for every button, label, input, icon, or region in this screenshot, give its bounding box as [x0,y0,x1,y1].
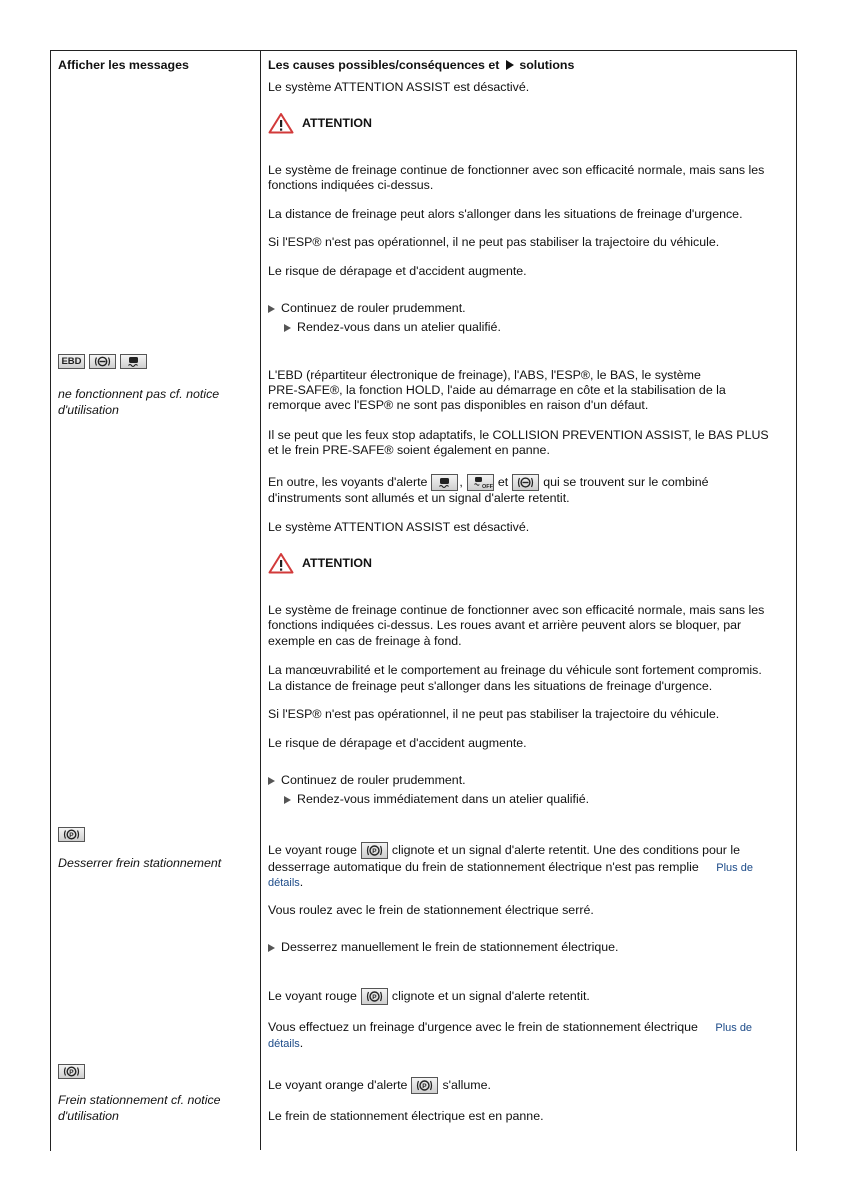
paragraph: Il se peut que les feux stop adaptatifs, le COLLISION PREVENTION ASSIST, le BAS PLUS [268,428,769,442]
paragraph: détails. [268,1036,304,1050]
paragraph: La distance de freinage peut alors s'allonger dans les situations de freinage d'urgence. [268,207,743,221]
paragraph: Le frein de stationnement électrique est en panne. [268,1109,544,1123]
parking-brake-icon [58,827,85,842]
paragraph: Le risque de dérapage et d'accident augmente. [268,736,527,750]
message-label: Frein stationnement cf. notice [58,1093,221,1107]
paragraph: Le risque de dérapage et d'accident augmente. [268,264,527,278]
paragraph: Si l'ESP® n'est pas opérationnel, il ne peut pas stabiliser la trajectoire du véhicule. [268,707,720,721]
step-item: Rendez-vous dans un atelier qualifié. [284,320,501,335]
brake-icon [89,354,116,369]
svg-text:P: P [372,994,377,1001]
paragraph: Vous effectuez un freinage d'urgence avec le frein de stationnement électrique Plus de [268,1020,753,1034]
warning-block [268,552,372,574]
parking-brake-icon [361,842,388,859]
more-details-link[interactable]: Plus de [716,862,753,874]
play-arrow-icon [506,60,514,70]
paragraph: Si l'ESP® n'est pas opérationnel, il ne peut pas stabiliser la trajectoire du véhicule. [268,235,720,249]
svg-text:P: P [422,1083,428,1090]
message-label: Desserrer frein stationnement [58,856,222,870]
esp-skid-icon [120,354,147,369]
svg-text:P: P [69,832,74,839]
parking-brake-icon [411,1077,438,1094]
step-arrow-icon [268,305,275,313]
paragraph: d'instruments sont allumés et un signal d'alerte retentit. [268,491,570,505]
message-label: ne fonctionnent pas cf. notice [58,387,220,401]
column-header-messages: Afficher les messages [58,58,189,72]
paragraph: Le système de freinage continue de fonctionner avec son efficacité normale, mais sans les [268,603,765,617]
paragraph: PRE-SAFE®, la fonction HOLD, l'aide au démarrage en côte et la stabilisation de la [268,383,726,397]
more-details-link[interactable]: détails [268,1038,300,1050]
parking-brake-icon [58,1064,85,1079]
step-item: Continuez de rouler prudemment. [268,301,466,316]
paragraph: Vous roulez avec le frein de stationnement électrique serré. [268,903,594,917]
svg-text:OFF: OFF [481,484,493,490]
paragraph: fonctions indiquées ci-dessus. Les roues avant et arrière peuvent alors se bloquer, par [268,618,742,632]
parking-brake-icon [361,988,388,1005]
paragraph: Le système de freinage continue de fonctionner avec son efficacité normale, mais sans les [268,163,765,177]
warning-label: ATTENTION [302,556,372,570]
paragraph-with-icon: Le voyant rouge P clignote et un signal d'alerte retentit. Une des conditions pour le [268,843,741,857]
paragraph-with-icons: En outre, les voyants d'alerte , OFF et qui se trouvent sur le combiné [268,475,709,490]
esp-off-icon [467,474,494,491]
step-item: Rendez-vous immédiatement dans un atelier qualifié. [284,792,589,807]
step-arrow-icon [268,944,275,952]
column-header-causes: Les causes possibles/conséquences et solutions [268,58,575,72]
svg-text:P: P [69,1069,74,1076]
paragraph: détails. [268,875,304,889]
message-label: d'utilisation [58,1109,119,1123]
message-label: d'utilisation [58,403,119,417]
paragraph: et le frein PRE-SAFE® soient également en panne. [268,443,550,457]
paragraph: La distance de freinage peut s'allonger dans les situations de freinage d'urgence. [268,679,713,693]
paragraph: fonctions indiquées ci-dessus. [268,178,434,192]
step-item: Desserrez manuellement le frein de stationnement électrique. [268,940,618,955]
step-item: Continuez de rouler prudemment. [268,773,466,788]
step-arrow-icon [284,796,291,804]
warning-label: ATTENTION [302,116,372,130]
step-arrow-icon [268,777,275,785]
status-text: Le système ATTENTION ASSIST est désactivé. [268,80,530,94]
svg-text:P: P [372,848,377,855]
warning-triangle-icon [268,112,294,134]
step-arrow-icon [284,324,291,332]
paragraph: exemple en cas de freinage à fond. [268,634,462,648]
paragraph-with-icon: Le voyant orange d'alerte P s'allume. [268,1078,491,1092]
column-divider [260,50,261,1150]
ebd-icon: EBD [58,354,85,369]
paragraph: L'EBD (répartiteur électronique de freinage), l'ABS, l'ESP®, le BAS, le système [268,368,701,382]
paragraph: desserrage automatique du frein de stationnement électrique n'est pas remplie Plus de [268,860,753,874]
brake-icon [512,474,539,491]
paragraph: La manœuvrabilité et le comportement au freinage du véhicule sont fortement compromis. [268,663,762,677]
esp-skid-icon [431,474,458,491]
warning-triangle-icon [268,552,294,574]
paragraph-with-icon: Le voyant rouge P clignote et un signal d'alerte retentit. [268,989,590,1003]
more-details-link[interactable]: détails [268,877,300,889]
warning-block [268,112,372,134]
status-text: Le système ATTENTION ASSIST est désactivé. [268,520,530,534]
indicator-icons [58,354,147,369]
more-details-link[interactable]: Plus de [715,1022,753,1034]
paragraph: remorque avec l'ESP® ne sont pas disponibles en raison d'un défaut. [268,398,649,412]
